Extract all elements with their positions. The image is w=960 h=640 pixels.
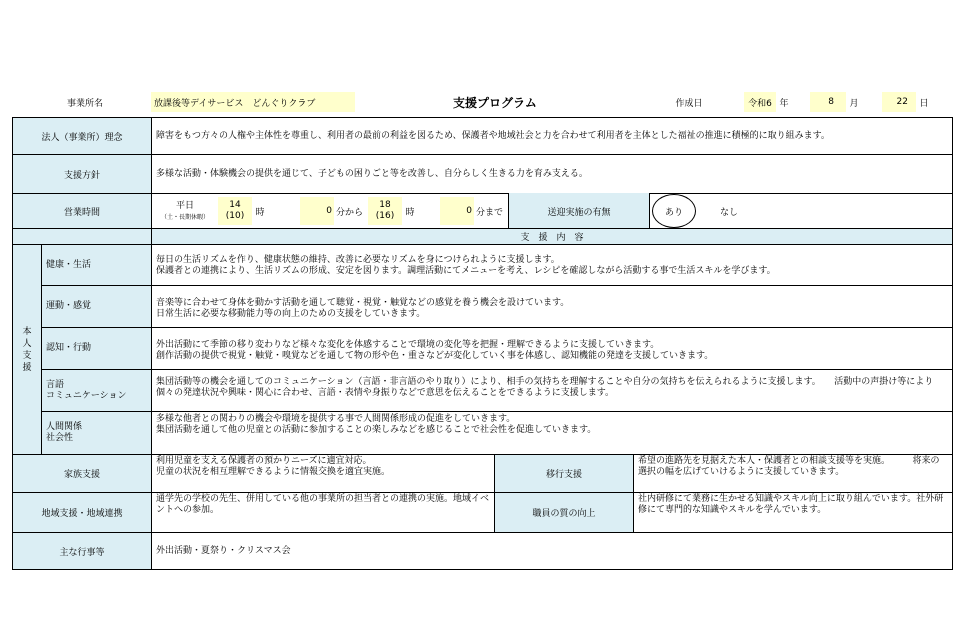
office-name-value[interactable]: 放課後等デイサービス どんぐりクラブ [151, 92, 355, 112]
start-minute-field[interactable]: 0 [300, 197, 334, 225]
transition-support-label: 移行支援 [494, 454, 634, 493]
holiday-note: （土・長期休暇） [160, 213, 209, 221]
staff-quality-text[interactable]: 社内研修にて業務に生かせる知識やスキル向上に取り組んでいます。社外研修にて専門的な知識やスキルを学んでいます。 [633, 492, 953, 533]
business-hours-row [151, 193, 953, 229]
support-content-header: 支 援 内 容 [151, 228, 953, 245]
from-label: 分から [336, 207, 364, 218]
end-hour-holiday: (16) [375, 210, 395, 221]
created-month-field[interactable]: 8 [810, 92, 846, 112]
staff-quality-label: 職員の質の向上 [494, 492, 634, 533]
support-text-relationships-social[interactable]: 多様な他者との関わりの機会や環境を提供する事で人間関係形成の促進をしていきます。 集団活動を通して他の児童との活動に参加することの楽しみなどを感じることで社会性を促進していきます。 [151, 411, 953, 455]
weekday-label: 平日 [175, 200, 194, 211]
end-hour-weekday: 18 [379, 199, 391, 210]
category-motor-sensory: 運動・感覚 [41, 285, 152, 328]
events-label: 主な行事等 [12, 532, 152, 570]
page-title: 支援プログラム [453, 95, 537, 110]
family-support-label: 家族支援 [12, 454, 152, 493]
support-text-language-communication[interactable]: 集団活動等の機会を通してのコミュニケーション（言語・非言語のやり取り）により、相手の気持ちを理解することや自分の気持ちを伝えられるように支援します。 活動中の声掛け等により個々の発達状況や興味・関心に合わせ、言語・表情や身振りなどで意思を伝えることをできるように支援します。 [151, 369, 953, 412]
community-support-label: 地域支援・地域連携 [12, 492, 152, 533]
hour-unit-end: 時 [405, 207, 415, 218]
business-hours-label: 営業時間 [12, 193, 152, 229]
transport-option-no[interactable]: なし [719, 207, 738, 218]
year-unit: 年 [779, 98, 789, 109]
philosophy-text[interactable]: 障害をもつ方々の人権や主体性を尊重し、利用者の最前の利益を図るため、保護者や地域社会と力を合わせて利用者を主体とした福祉の推進に積極的に取り組みます。 [151, 117, 953, 155]
transport-option-yes[interactable]: あり [652, 194, 696, 228]
month-unit: 月 [849, 98, 859, 109]
category-health-life: 健康・生活 [41, 244, 152, 286]
community-support-text[interactable]: 通学先の学校の先生、併用している他の事業所の担当者との連携の実施。地域イベントへの参加。 [151, 492, 495, 533]
end-minute-field[interactable]: 0 [440, 197, 474, 225]
hour-unit-start: 時 [255, 207, 265, 218]
start-hour-field[interactable] [218, 197, 252, 225]
start-hour-weekday: 14 [229, 199, 241, 210]
created-era-field[interactable]: 令和6 [744, 92, 776, 112]
until-label: 分まで [476, 207, 504, 218]
policy-label: 支援方針 [12, 154, 152, 194]
created-date-label: 作成日 [675, 98, 703, 109]
day-unit: 日 [919, 98, 929, 109]
support-program-table [12, 117, 953, 570]
transition-support-text[interactable]: 希望の進路先を見据えた本人・保護者との相談支援等を実施。 将来の選択の幅を広げていけるように支援していきます。 [633, 454, 953, 493]
support-text-health-life[interactable]: 毎日の生活リズムを作り、健康状態の維持、改善に必要なリズムを身につけられように支援します。 保護者との連携により、生活リズムの形成、安定を図ります。調理活動にてメニューを考え、レシピを確認しながら活動する事で生活スキルを学びます。 [151, 244, 953, 286]
end-hour-field[interactable] [368, 197, 402, 225]
created-day-field[interactable]: 22 [882, 92, 916, 112]
personal-support-label: 本人支援 [12, 244, 42, 455]
category-relationships-social: 人間関係 社会性 [41, 411, 152, 455]
office-name-label: 事業所名 [66, 98, 103, 109]
start-hour-holiday: (10) [225, 210, 245, 221]
family-support-text[interactable]: 利用児童を支える保護者の預かりニーズに適宜対応。 児童の状況を相互理解できるように情報交換を適宜実施。 [151, 454, 495, 493]
transport-label: 送迎実施の有無 [508, 193, 650, 229]
policy-text[interactable]: 多様な活動・体験機会の提供を通じて、子どもの困りごと等を改善し、自分らしく生きる力を育み支える。 [151, 154, 953, 194]
philosophy-label: 法人（事業所）理念 [12, 117, 152, 155]
category-cognition-behavior: 認知・行動 [41, 327, 152, 370]
events-text[interactable]: 外出活動・夏祭り・クリスマス会 [151, 532, 953, 570]
category-language-communication: 言語 コミュニケーション [41, 369, 152, 412]
support-content-header-left [12, 228, 152, 245]
support-text-cognition-behavior[interactable]: 外出活動にて季節の移り変わりなど様々な変化を体感することで環境の変化等を把握・理解できるように支援していきます。 創作活動の提供で視覚・触覚・嗅覚などを通して物の形や色・重さなどが変化していく事を体感し、認知機能の発達を支援していきます。 [151, 327, 953, 370]
support-text-motor-sensory[interactable]: 音楽等に合わせて身体を動かす活動を通して聴覚・視覚・触覚などの感覚を養う機会を設けています。 日常生活に必要な移動能力等の向上のための支援をしていきます。 [151, 285, 953, 328]
